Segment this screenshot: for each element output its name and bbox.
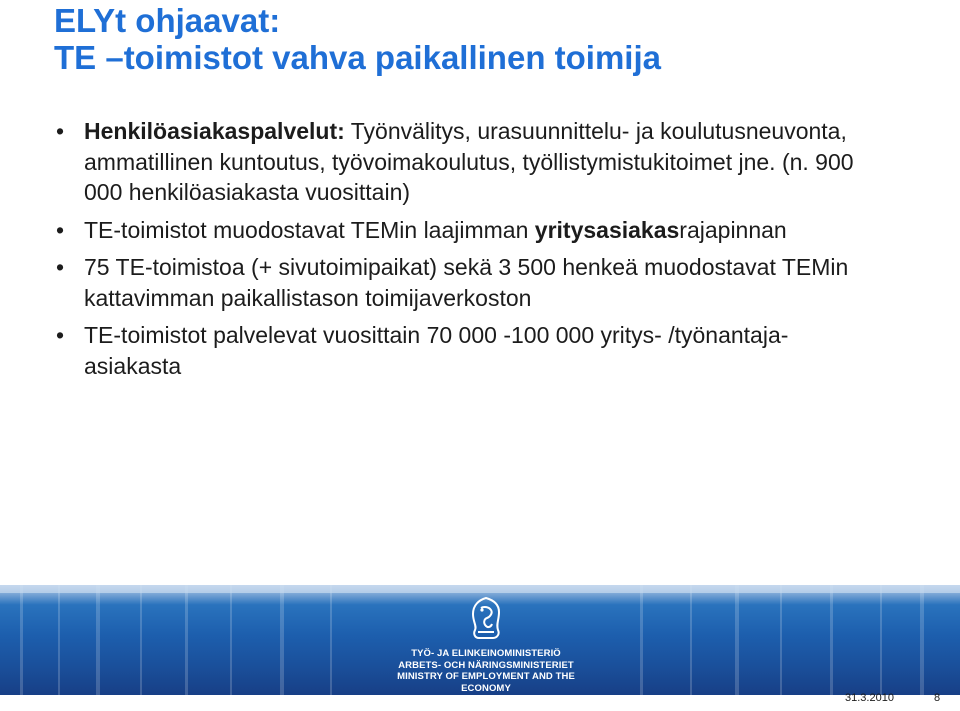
bullet-icon: • — [56, 254, 65, 280]
bullet-item — [54, 215, 854, 246]
ministry-logo — [376, 596, 596, 694]
bullet-text: TE-toimistot muodostavat TEMin laajimman — [84, 216, 535, 243]
bullet-item — [54, 320, 854, 381]
bullet-icon: • — [56, 322, 65, 348]
slide-title — [54, 2, 661, 76]
ministry-name-sv: ARBETS- OCH NÄRINGSMINISTERIET — [398, 659, 574, 671]
footer-date: 31.3.2010 — [845, 692, 894, 704]
bullet-list — [54, 116, 854, 388]
ministry-name-en: MINISTRY OF EMPLOYMENT AND THE ECONOMY — [397, 671, 575, 694]
slide-title-line1: ELYt ohjaavat: — [54, 2, 281, 39]
page-number: 8 — [934, 692, 941, 704]
bullet-bold-text: yritysasiakas — [534, 216, 680, 243]
bullet-item — [54, 116, 854, 208]
ministry-name-fi: TYÖ- JA ELINKEINOMINISTERIÖ — [411, 648, 561, 659]
bullet-bold-text: Henkilöasiakaspalvelut: — [84, 118, 345, 144]
bullet-icon: • — [56, 118, 65, 144]
lion-emblem-icon — [469, 596, 503, 640]
bullet-text: TE-toimistot palvelevat vuosittain 70 000 -100 000 yritys- /työnantaja-asiakasta — [84, 322, 789, 379]
bullet-text: Työnvälitys, urasuunnittelu- ja koulutusneuvonta, ammatillinen kuntoutus, työvoimakoulutus, työllistymistukitoimet jne. (n. 900 000 henkilöasiakasta vuosittain) — [84, 118, 854, 205]
bullet-text-suffix: rajapinnan — [679, 216, 787, 243]
ministry-name — [376, 648, 596, 694]
bullet-icon: • — [56, 216, 65, 243]
bullet-item — [54, 252, 854, 313]
slide-title-line2: TE –toimistot vahva paikallinen toimija — [54, 39, 661, 76]
bullet-text: 75 TE-toimistoa (+ sivutoimipaikat) sekä 3 500 henkeä muodostavat TEMin kattavimman paikallistason toimijaverkoston — [84, 254, 849, 311]
